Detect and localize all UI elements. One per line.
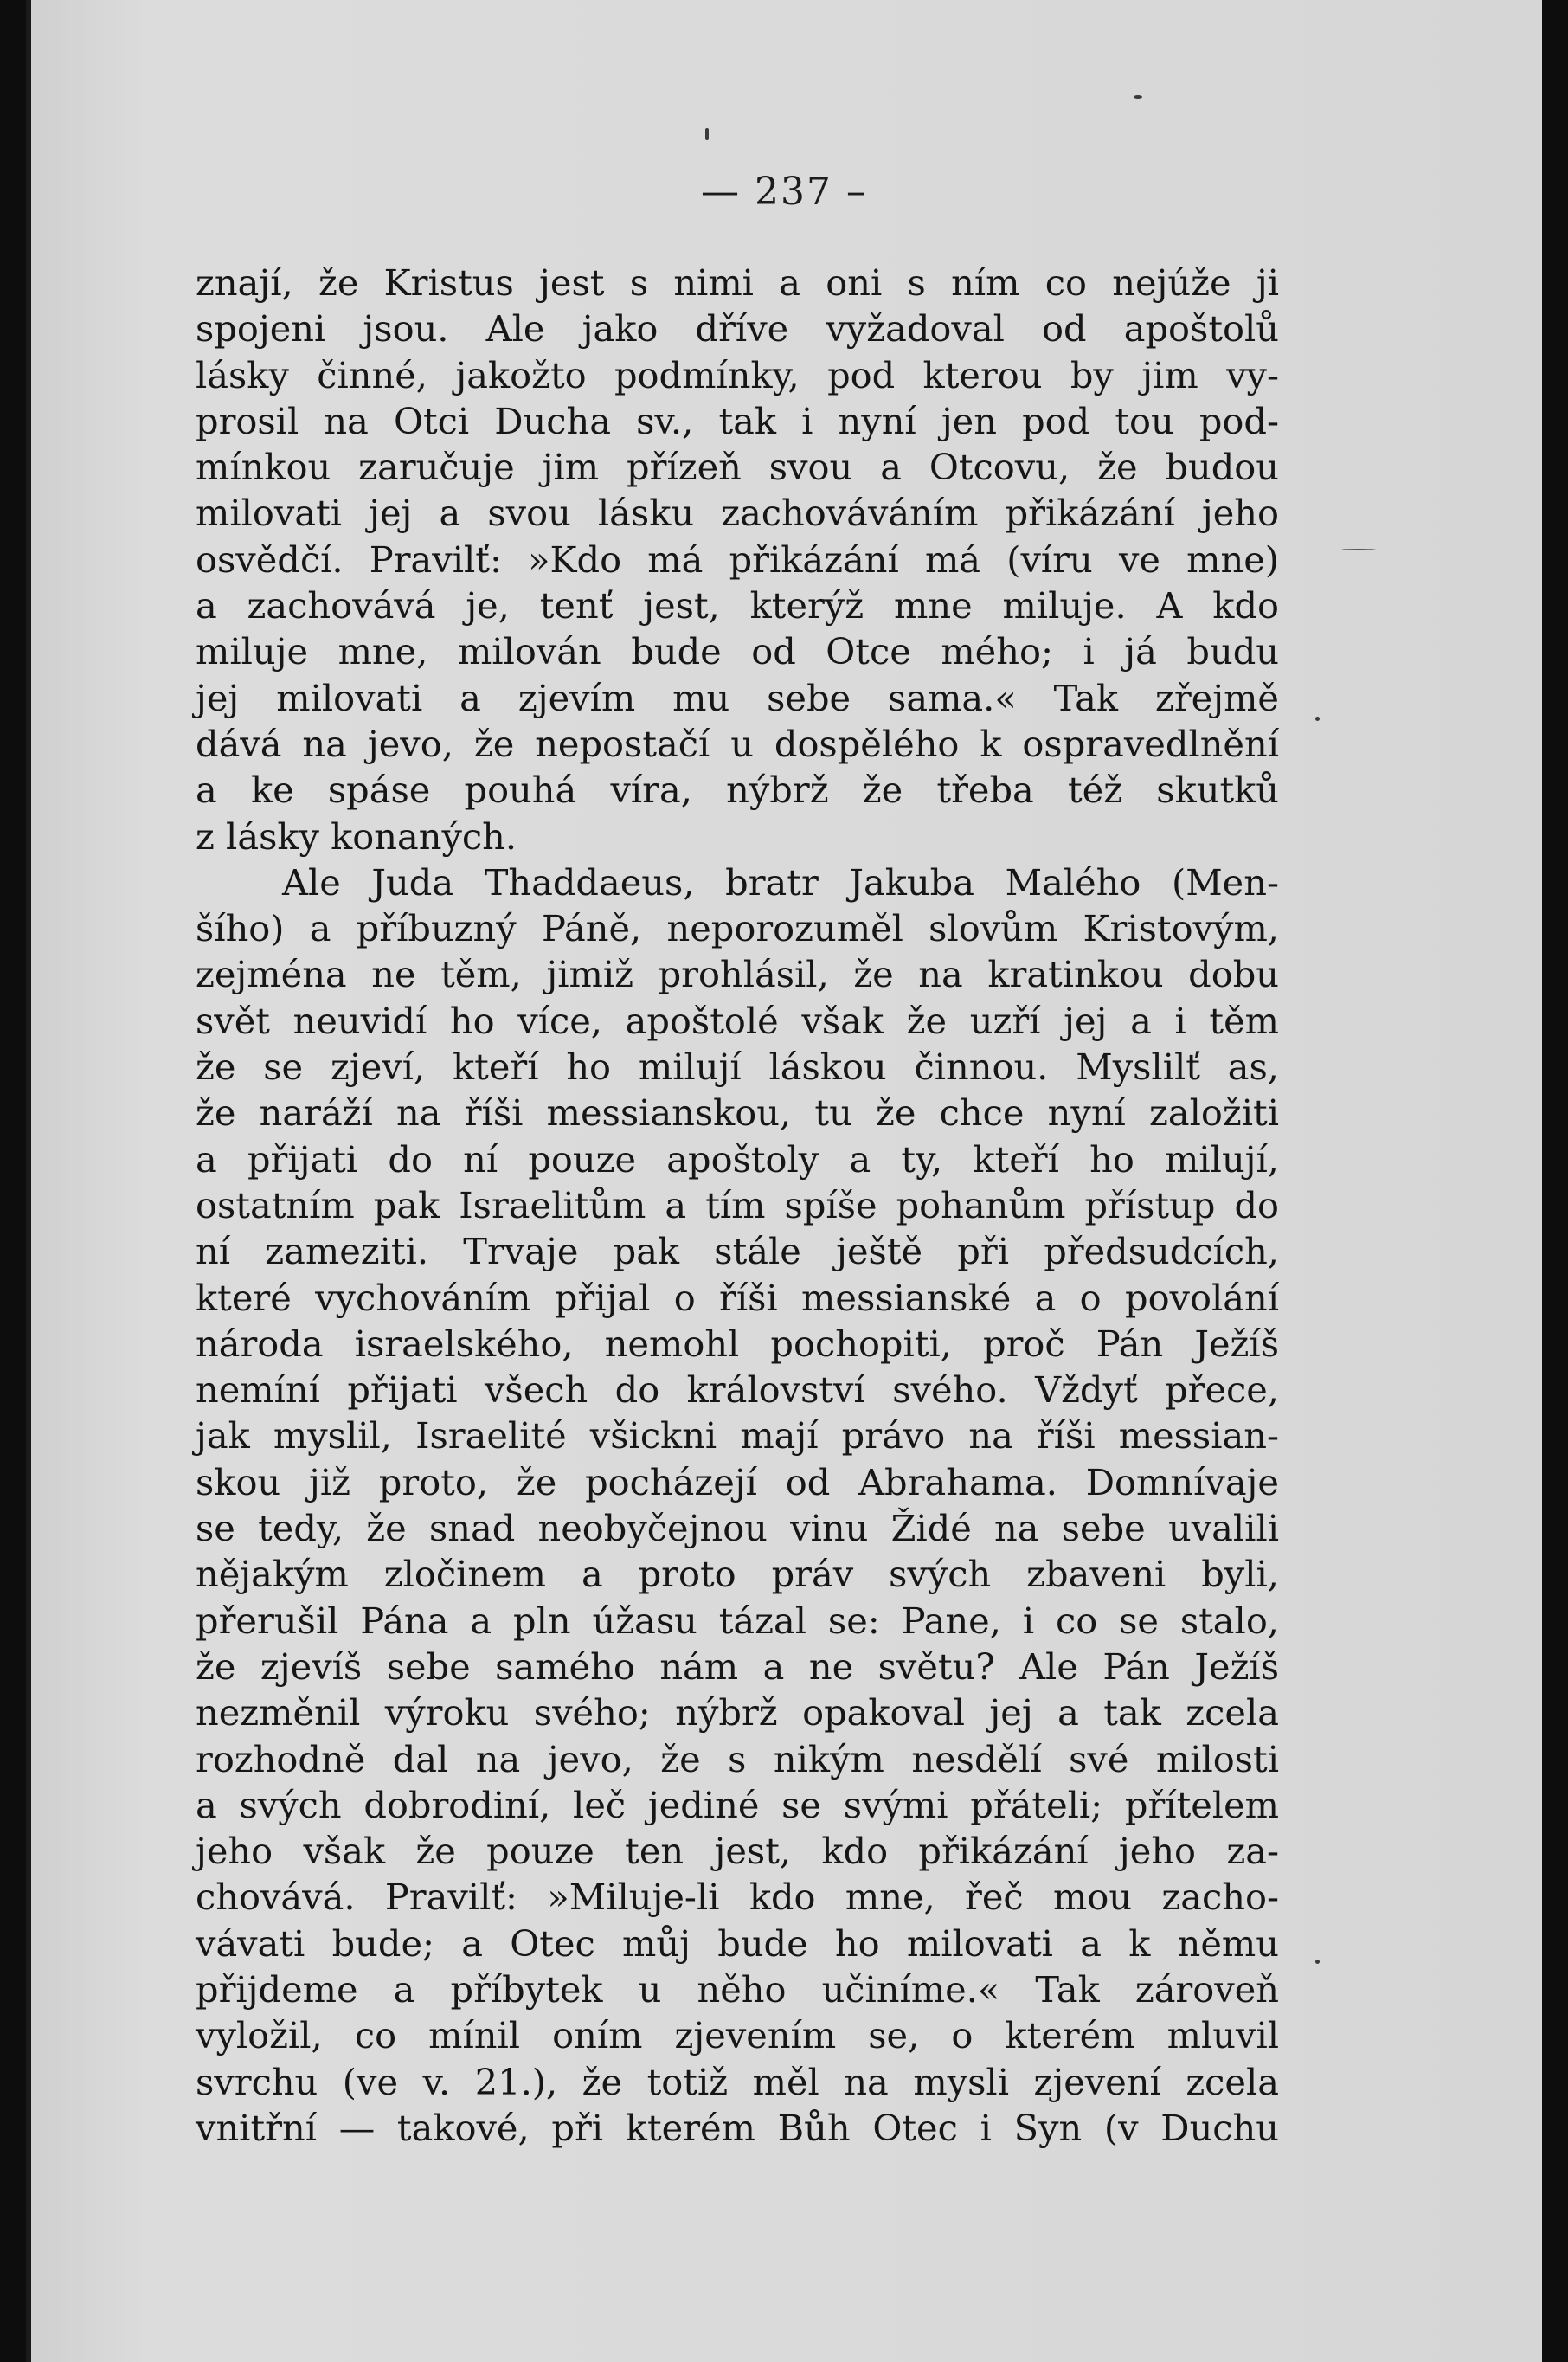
page-edge (26, 0, 31, 2362)
text-line: ní zameziti. Trvaje pak stále ještě při předsudcích, (196, 1230, 1279, 1273)
speck (705, 128, 709, 140)
text-line: nezměnil výroku svého; nýbrž opakoval jej a tak zcela (196, 1691, 1279, 1734)
text-line: jeho však že pouze ten jest, kdo přikázání jeho za- (196, 1830, 1279, 1873)
text-line: skou již proto, že pocházejí od Abrahama. Domnívaje (196, 1460, 1279, 1503)
text-line: mínkou zaručuje jim přízeň svou a Otcovu, že budou (196, 446, 1279, 489)
paragraph (196, 859, 1279, 2151)
text-line: se tedy, že snad neobyčejnou vinu Židé na sebe uvalili (196, 1507, 1279, 1550)
text-line: šího) a příbuzný Páně, neporozuměl slovům Kristovým, (196, 907, 1279, 950)
text-line: znají, že Kristus jest s nimi a oni s ním co nejúže ji (196, 261, 1279, 304)
text-line: národa israelského, nemohl pochopiti, proč Pán Ježíš (196, 1322, 1279, 1365)
text-line: že naráží na říši messianskou, tu že chce nyní založiti (196, 1091, 1279, 1135)
text-line: přijdeme a příbytek u něho učiníme.« Tak zároveň (196, 1967, 1279, 2011)
text-line: a zachovává je, tenť jest, kterýž mne miluje. A kdo (196, 584, 1279, 628)
text-line: miluje mne, milován bude od Otce mého; i já budu (196, 630, 1279, 673)
text-line: prosil na Otci Ducha sv., tak i nyní jen pod tou pod- (196, 399, 1279, 442)
text-line: a ke spáse pouhá víra, nýbrž že třeba též skutků (196, 769, 1279, 812)
text-line: Ale Juda Thaddaeus, bratr Jakuba Malého (Men- (282, 860, 1279, 904)
text-line: vávati bude; a Otec můj bude ho milovati a k němu (196, 1921, 1279, 1965)
text-line: dává na jevo, že nepostačí u dospělého k ospravedlnění (196, 722, 1279, 765)
text-line: nějakým zločinem a proto práv svých zbaveni byli, (196, 1553, 1279, 1596)
text-line: jej milovati a zjevím mu sebe sama.« Tak zřejmě (196, 676, 1279, 719)
text-line: svět neuvidí ho více, apoštolé však že uzří jej a i těm (196, 999, 1279, 1042)
speck (1341, 549, 1376, 550)
text-line: chovává. Pravilť: »Miluje-li kdo mne, řeč mou zacho- (196, 1876, 1279, 1919)
text-line: z lásky konaných. (196, 814, 517, 858)
text-line: a přijati do ní pouze apoštoly a ty, kteří ho milují, (196, 1137, 1279, 1181)
text-line: svrchu (ve v. 21.), že totiž měl na mysli zjevení zcela (196, 2060, 1279, 2103)
text-line: přerušil Pána a pln úžasu tázal se: Pane, i co se stalo, (196, 1599, 1279, 1642)
text-line: že se zjeví, kteří ho milují láskou činnou. Myslilť as, (196, 1046, 1279, 1089)
text-line: nemíní přijati všech do království svého. Vždyť přece, (196, 1368, 1279, 1412)
text-line: vyložil, co mínil oním zjevením se, o kterém mluvil (196, 2014, 1279, 2057)
text-line: které vychováním přijal o říši messianské a o povolání (196, 1276, 1279, 1319)
speck (1315, 1960, 1320, 1964)
paragraph (196, 260, 1279, 859)
speck (1315, 717, 1320, 721)
text-line: spojeni jsou. Ale jako dříve vyžadoval od apoštolů (196, 307, 1279, 351)
text-line: rozhodně dal na jevo, že s nikým nesdělí své milosti (196, 1737, 1279, 1780)
text-line: milovati jej a svou lásku zachováváním přikázání jeho (196, 492, 1279, 535)
text-line: a svých dobrodiní, leč jediné se svými přáteli; přítelem (196, 1783, 1279, 1826)
text-line: lásky činné, jakožto podmínky, pod kterou by jim vy- (196, 353, 1279, 396)
text-line: vnitřní — takové, při kterém Bůh Otec i Syn (v Duchu (196, 2106, 1279, 2149)
body-text (196, 260, 1279, 2151)
text-line: jak myslil, Israelité všickni mají právo na říši messian- (196, 1414, 1279, 1458)
page-number: — 237 – (701, 170, 867, 214)
speck (1134, 95, 1142, 99)
text-line: ostatním pak Israelitům a tím spíše pohanům přístup do (196, 1183, 1279, 1226)
text-line: osvědčí. Pravilť: »Kdo má přikázání má (víru ve mne) (196, 537, 1279, 581)
text-line: že zjevíš sebe samého nám a ne světu? Ale Pán Ježíš (196, 1644, 1279, 1688)
text-line: zejména ne těm, jimiž prohlásil, že na kratinkou dobu (196, 953, 1279, 996)
